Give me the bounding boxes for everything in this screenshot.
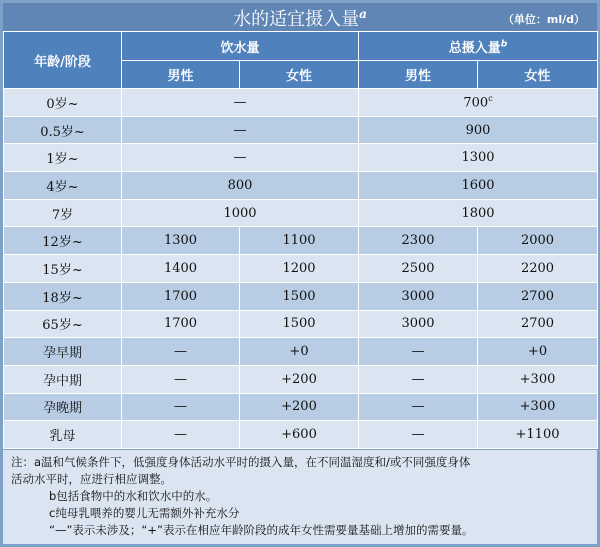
total-female-cell: +300	[478, 365, 598, 393]
row-label: 12岁~	[4, 227, 122, 255]
drink-male-cell: —	[122, 365, 240, 393]
drink-female-cell: 1500	[240, 310, 359, 338]
drink-male-cell: 1300	[122, 227, 240, 255]
total-female-cell: 2200	[478, 255, 598, 283]
total-male-cell: 3000	[359, 310, 478, 338]
drink-merged-cell: —	[122, 116, 359, 144]
row-label: 0岁~	[4, 89, 122, 117]
header-total-intake: 总摄入量$^b$	[359, 32, 598, 61]
row-label: 1岁~	[4, 144, 122, 172]
total-male-cell: —	[359, 421, 478, 449]
water-intake-table	[3, 31, 598, 449]
total-female-cell: 2000	[478, 227, 598, 255]
drink-male-cell: 1700	[122, 282, 240, 310]
table-row	[4, 421, 598, 449]
row-label: 18岁~	[4, 282, 122, 310]
drink-female-cell: 1100	[240, 227, 359, 255]
page-title: 水的适宜摄入量$^a$	[233, 7, 367, 30]
row-label: 0.5岁~	[4, 116, 122, 144]
total-merged-cell: 1300	[359, 144, 598, 172]
footnote-symbols: “—”表示未涉及；“+”表示在相应年龄阶段的成年女性需要量基础上增加的需要量。	[49, 523, 474, 537]
header-drink-male: 男性	[122, 61, 240, 89]
header-total-female: 女性	[478, 61, 598, 89]
total-merged-cell: 700$^c$	[359, 89, 598, 117]
total-male-cell: —	[359, 338, 478, 366]
drink-male-cell: —	[122, 338, 240, 366]
row-label: 65岁~	[4, 310, 122, 338]
row-label: 孕晚期	[4, 393, 122, 421]
header-water-intake: 饮水量	[122, 32, 359, 61]
drink-female-cell: +600	[240, 421, 359, 449]
total-female-cell: +1100	[478, 421, 598, 449]
table-row	[4, 144, 598, 172]
total-female-cell: +300	[478, 393, 598, 421]
header-drink-female: 女性	[240, 61, 359, 89]
drink-female-cell: 1500	[240, 282, 359, 310]
total-male-cell: —	[359, 393, 478, 421]
table-row	[4, 255, 598, 283]
table-row	[4, 199, 598, 227]
total-female-cell: +0	[478, 338, 598, 366]
footnotes	[3, 450, 597, 544]
total-merged-cell: 900	[359, 116, 598, 144]
drink-male-cell: —	[122, 393, 240, 421]
unit-label: （单位：ml/d）	[502, 13, 585, 26]
row-label: 乳母	[4, 421, 122, 449]
header-age-stage: 年龄/阶段	[4, 32, 122, 89]
drink-female-cell: 1200	[240, 255, 359, 283]
drink-male-cell: 1700	[122, 310, 240, 338]
drink-merged-cell: —	[122, 89, 359, 117]
total-merged-cell: 1600	[359, 172, 598, 200]
footnote-a-line1: 注：a温和气候条件下，低强度身体活动水平时的摄入量，在不同温湿度和/或不同强度身体	[11, 455, 471, 469]
table-row	[4, 89, 598, 117]
footnote-c: c纯母乳喂养的婴儿无需额外补充水分	[49, 506, 240, 520]
drink-merged-cell: —	[122, 144, 359, 172]
total-male-cell: 2500	[359, 255, 478, 283]
drink-male-cell: 1400	[122, 255, 240, 283]
table-row	[4, 365, 598, 393]
table-row	[4, 172, 598, 200]
drink-female-cell: +200	[240, 365, 359, 393]
total-male-cell: 3000	[359, 282, 478, 310]
total-male-cell: —	[359, 365, 478, 393]
total-female-cell: 2700	[478, 310, 598, 338]
drink-female-cell: +200	[240, 393, 359, 421]
total-female-cell: 2700	[478, 282, 598, 310]
drink-merged-cell: 800	[122, 172, 359, 200]
total-merged-cell: 1800	[359, 199, 598, 227]
table-row	[4, 282, 598, 310]
row-label: 15岁~	[4, 255, 122, 283]
row-label: 7岁	[4, 199, 122, 227]
table-row	[4, 227, 598, 255]
title-bar	[3, 3, 597, 31]
drink-female-cell: +0	[240, 338, 359, 366]
table-row	[4, 116, 598, 144]
row-label: 4岁~	[4, 172, 122, 200]
row-label: 孕中期	[4, 365, 122, 393]
drink-male-cell: —	[122, 421, 240, 449]
title-footnote-mark: a	[359, 7, 367, 21]
header-total-male: 男性	[359, 61, 478, 89]
footnote-a-line2: 活动水平时，应进行相应调整。	[11, 472, 172, 486]
table-row	[4, 310, 598, 338]
footnote-b: b包括食物中的水和饮水中的水。	[49, 489, 218, 503]
drink-merged-cell: 1000	[122, 199, 359, 227]
total-male-cell: 2300	[359, 227, 478, 255]
row-label: 孕早期	[4, 338, 122, 366]
table-row	[4, 338, 598, 366]
table-row	[4, 393, 598, 421]
